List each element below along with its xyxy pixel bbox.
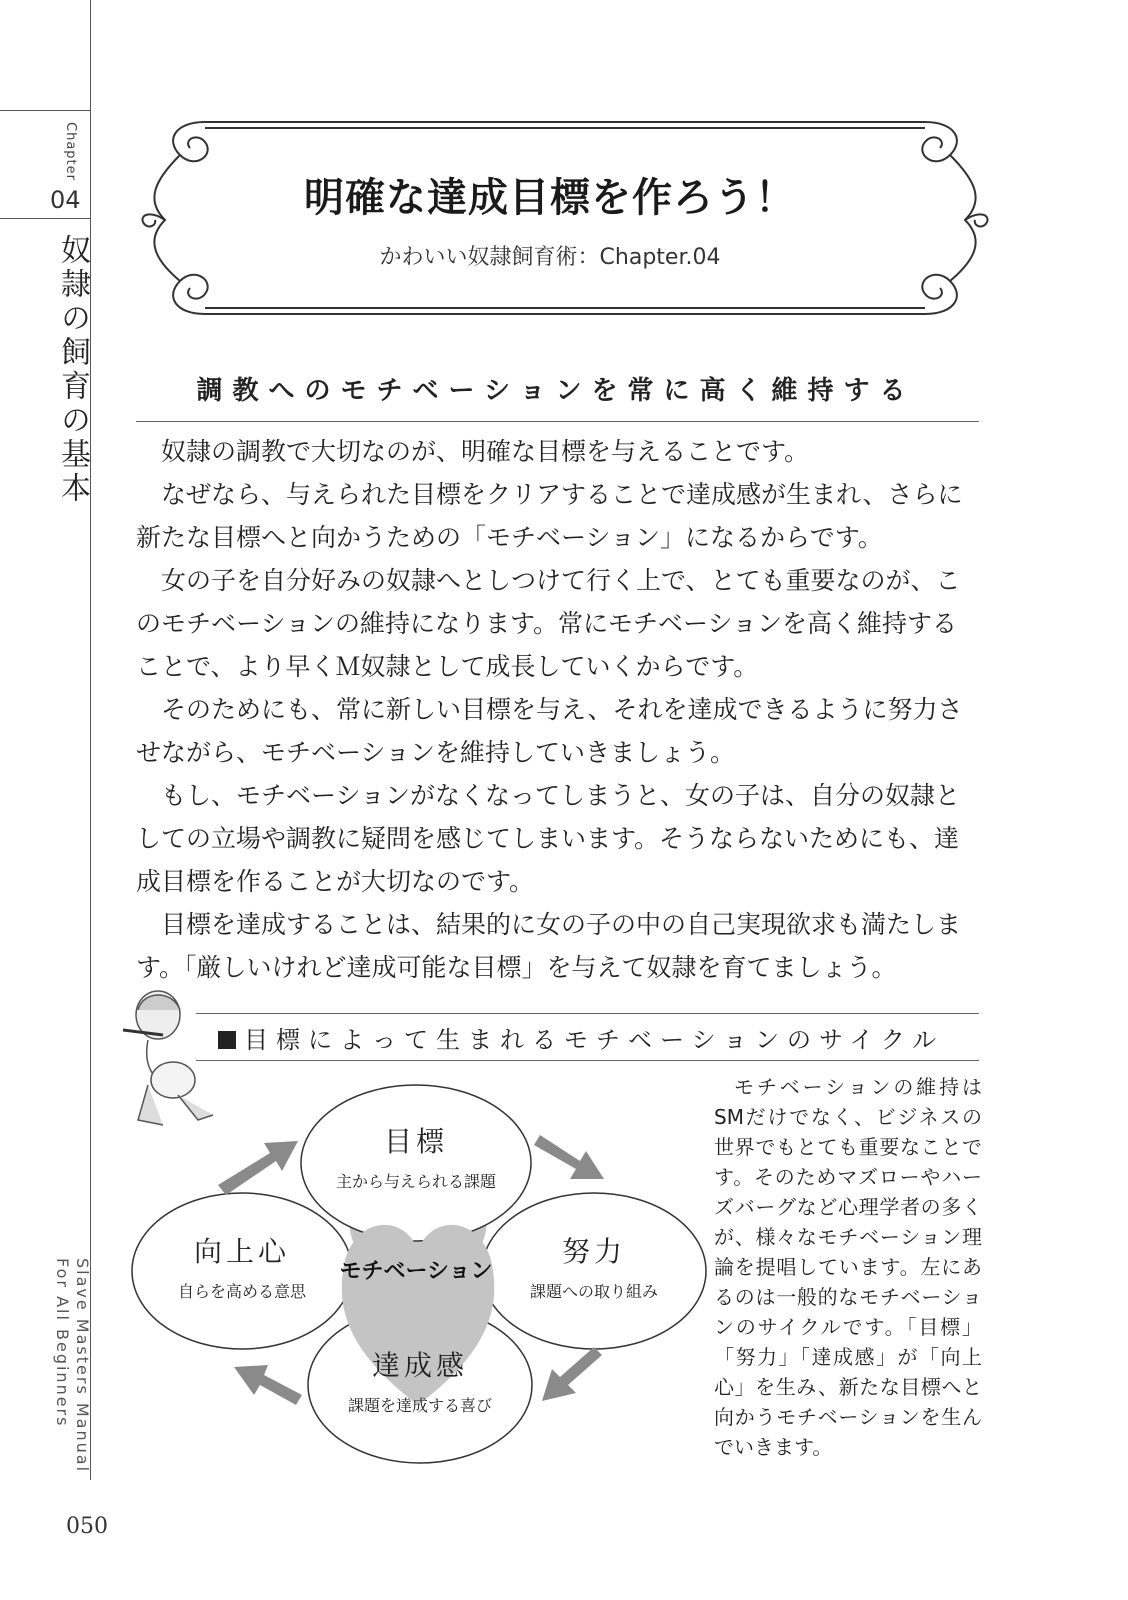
node-achievement-title: 達成感: [371, 1349, 469, 1382]
oval-ambition: [132, 1193, 352, 1349]
node-goal-title: 目標: [383, 1125, 449, 1158]
oval-goal: [301, 1085, 531, 1241]
oval-effort: [482, 1193, 706, 1349]
cycle-heading: [218, 1020, 944, 1055]
node-goal-sub: 主から与えられる課題: [335, 1172, 497, 1191]
side-note: [714, 1072, 982, 1462]
side-note-text: モチベーションの維持はSMだけでなく、ビジネスの世界でもとても重要なことです。そのためマズローやハーズバーグなど心理学者の多くが、様々なモチベーション理論を提唱しています。左にあるのは一般的なモチベーションのサイクルです。「目標」「努力」「達成感」が「向上心」を生み、新たな目標へと向かうモチベーションを生んでいきます。: [714, 1075, 982, 1459]
paragraph: 女の子を自分好みの奴隷へとしつけて行く上で、とても重要なのが、このモチベーションの維持になります。常にモチベーションを高く維持することで、より早くＭ奴隷として成長していくからです。: [136, 566, 961, 681]
book-title-line1: Slave Masters Manual: [73, 1258, 92, 1474]
node-effort-sub: 課題への取り組み: [529, 1282, 659, 1301]
paragraph: 目標を達成することは、結果的に女の子の中の自己実現欲求も満たします。「厳しいけれど達成可能な目標」を与えて奴隷を育てましょう。: [136, 910, 962, 982]
node-ambition-sub: 自らを高める意思: [177, 1282, 307, 1301]
chapter-number: 04: [50, 186, 81, 214]
book-title-vertical: [52, 1258, 92, 1473]
arrow-icon: [534, 1135, 604, 1179]
node-achievement-sub: 課題を達成する喜び: [347, 1396, 493, 1415]
margin-rule-bottom: [0, 218, 91, 219]
center-label: モチベーション: [339, 1259, 493, 1284]
body-text: [136, 430, 981, 989]
arrow-icon: [542, 1347, 602, 1401]
arrow-icon: [234, 1365, 302, 1405]
paragraph: もし、モチベーションがなくなってしまうと、女の子は、自分の奴隷としての立場や調教に疑問を感じてしまいます。そうならないためにも、達成目標を作ることが大切なのです。: [136, 781, 961, 896]
heading2-rule-top: [196, 1013, 979, 1014]
page-subtitle: かわいい奴隷飼育術：Chapter.04: [379, 245, 721, 270]
page-title: 明確な達成目標を作ろう！: [304, 175, 796, 221]
paragraph: なぜなら、与えられた目標をクリアすることで達成感が生まれ、さらに新たな目標へと向かうための「モチベーション」になるからです。: [136, 480, 963, 552]
heading-rule: [136, 421, 979, 422]
section-heading: 調教へのモチベーションを常に高く維持する: [196, 376, 916, 406]
arrow-icon: [218, 1141, 298, 1195]
chapter-label: Chapter: [63, 122, 78, 181]
square-bullet-icon: [218, 1031, 236, 1049]
motivation-cycle-diagram: [130, 1075, 710, 1485]
paragraph: そのためにも、常に新しい目標を与え、それを達成できるように努力させながら、モチベーションを維持していきましょう。: [136, 695, 963, 767]
node-ambition-title: 向上心: [193, 1235, 291, 1268]
node-effort-title: 努力: [561, 1235, 627, 1268]
heading2-rule-bottom: [196, 1060, 979, 1061]
paragraph: 奴隷の調教で大切なのが、明確な目標を与えることです。: [161, 437, 810, 466]
book-title-line2: For All Beginners: [53, 1258, 72, 1428]
page-number: 050: [66, 1514, 108, 1539]
section-title-vertical: 奴隷の飼育の基本: [55, 234, 90, 506]
margin-rule-top: [0, 110, 91, 111]
cycle-heading-text: 目標によって生まれるモチベーションのサイクル: [244, 1026, 945, 1054]
